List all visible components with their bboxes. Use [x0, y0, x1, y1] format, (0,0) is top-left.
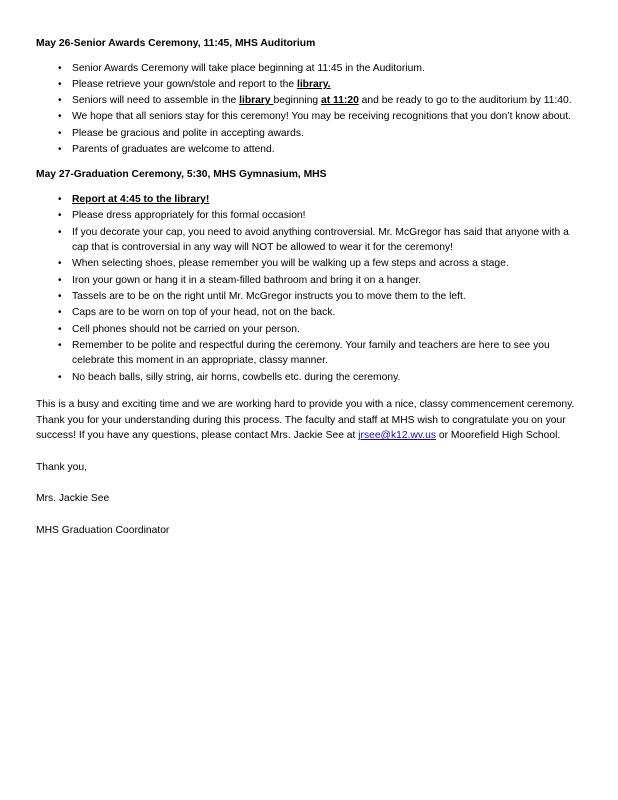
list-item: • Cell phones should not be carried on your person. — [36, 322, 578, 338]
list-item: • Please retrieve your gown/stole and report to the library. — [36, 77, 578, 93]
awards-ceremony-list — [36, 61, 578, 158]
time-emphasis: at 11:20 — [321, 95, 359, 107]
bullet-icon: • — [58, 111, 62, 123]
list-item: • Senior Awards Ceremony will take place beginning at 11:45 in the Auditorium. — [36, 61, 578, 77]
list-item: • When selecting shoes, please remember you will be walking up a few steps and across a stage. — [36, 256, 578, 272]
bullet-icon: • — [58, 78, 62, 90]
bullet-icon: • — [58, 127, 62, 139]
bullet-icon: • — [58, 290, 62, 302]
bullet-icon: • — [58, 258, 62, 270]
bullet-icon: • — [58, 193, 62, 205]
email-link[interactable]: jrsee@k12.wv.us — [358, 430, 437, 442]
bullet-icon: • — [58, 371, 62, 383]
signer-name: Mrs. Jackie See — [36, 493, 110, 505]
bullet-icon: • — [58, 323, 62, 335]
list-item: • We hope that all seniors stay for this ceremony! You may be receiving recognitions that you don’t know about. — [36, 109, 578, 125]
bullet-icon: • — [58, 226, 62, 238]
list-item: • Iron your gown or hang it in a steam-filled bathroom and bring it on a hanger. — [36, 273, 578, 289]
list-item: • If you decorate your cap, you need to avoid anything controversial. Mr. McGregor has said that anyone with a cap that is controversial in any way will NOT be allowed to wear it for the ceremony! — [58, 226, 569, 254]
list-item: • No beach balls, silly string, air horns, cowbells etc. during the ceremony. — [36, 370, 578, 386]
signer-title: MHS Graduation Coordinator — [36, 524, 170, 536]
closing-paragraph: This is a busy and exciting time and we are working hard to provide you with a nice, classy commencement ceremony. Thank you for your understanding during this process. The faculty and staff at MHS wish to congratulate you on your success! If you have any questions, please contact Mrs. Jackie See at jrsee@k12.wv.us or Moorefield High School. — [36, 399, 575, 442]
bullet-icon: • — [58, 339, 62, 351]
list-item: • Please be gracious and polite in accepting awards. — [36, 126, 578, 142]
list-item: • Remember to be polite and respectful during the ceremony. Your family and teachers are here to see you celebrate this moment in an appropriate, classy manner. — [58, 339, 550, 367]
bullet-icon: • — [58, 307, 62, 319]
bullet-icon: • — [58, 62, 62, 74]
thank-you-line: Thank you, — [36, 461, 87, 473]
bullet-icon: • — [58, 210, 62, 222]
list-item: • Tassels are to be on the right until Mr. McGregor instructs you to move them to the left. — [36, 289, 578, 305]
list-item: • Report at 4:45 to the library! — [36, 192, 578, 208]
graduation-ceremony-heading: May 27-Graduation Ceremony, 5:30, MHS Gymnasium, MHS — [36, 169, 327, 181]
list-item: • Parents of graduates are welcome to attend. — [36, 142, 578, 158]
bullet-icon: • — [58, 95, 62, 107]
graduation-ceremony-list — [36, 192, 578, 385]
library-emphasis: library. — [296, 78, 331, 90]
bullet-icon: • — [58, 274, 62, 286]
bullet-icon: • — [58, 143, 62, 155]
awards-ceremony-heading: May 26-Senior Awards Ceremony, 11:45, MHS Auditorium — [36, 38, 316, 49]
list-item: • Seniors will need to assemble in the library beginning at 11:20 and be ready to go to the auditorium by 11:40. — [36, 93, 578, 109]
list-item: • Please dress appropriately for this formal occasion! — [36, 208, 578, 224]
list-item: • Caps are to be worn on top of your head, not on the back. — [36, 305, 578, 321]
library-emphasis: library — [239, 95, 274, 107]
